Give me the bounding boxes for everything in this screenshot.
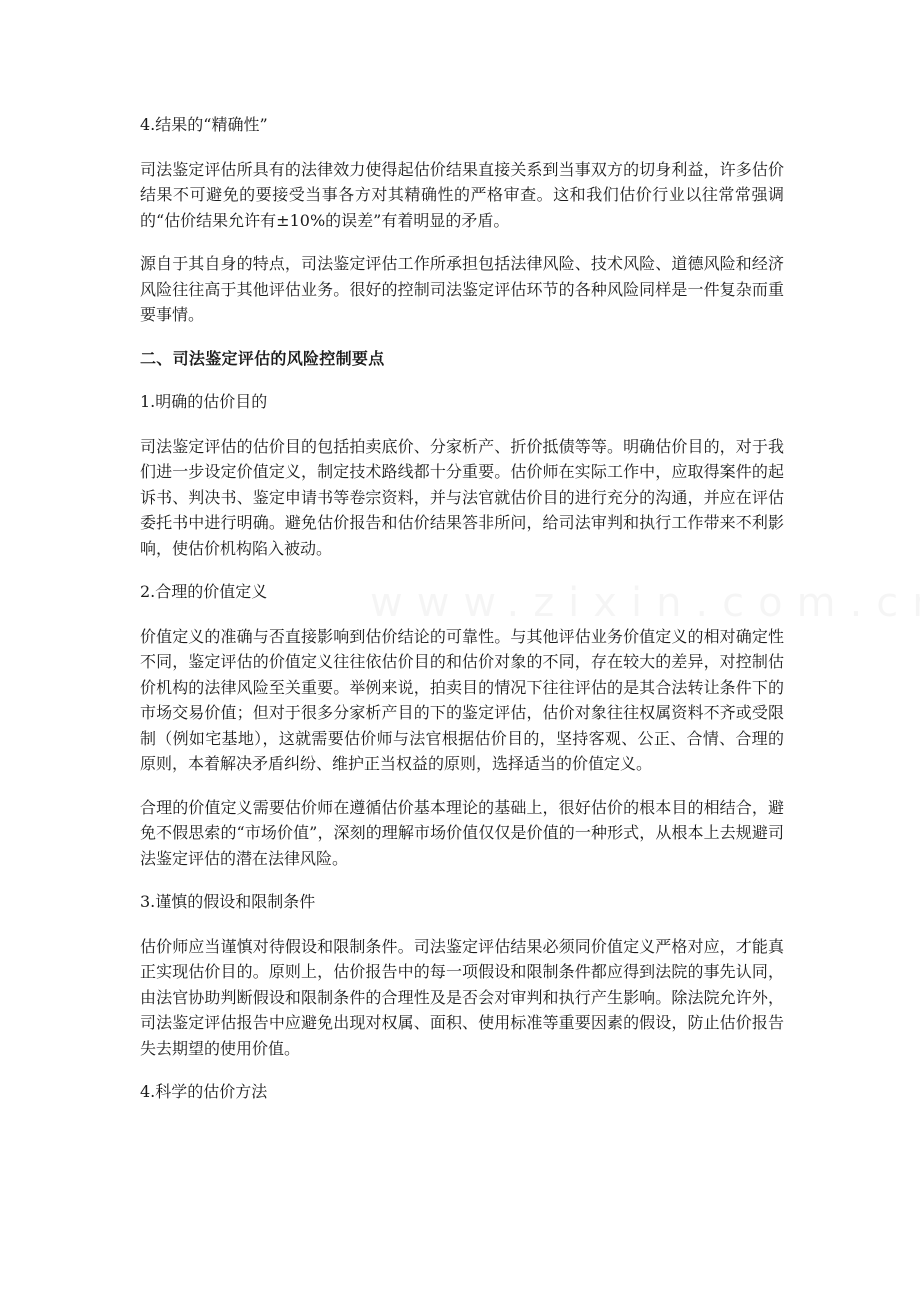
paragraph-precision: 司法鉴定评估所具有的法律效力使得起估价结果直接关系到当事双方的切身利益，许多估价结果不可避免的要接受当事各方对其精确性的严格审查。这和我们估价行业以往常常强调的“估价结果允许有±10%的误差”有着明显的矛盾。 <box>140 159 784 230</box>
subheading-methods: 4.科学的估价方法 <box>140 1082 268 1101</box>
paragraph-assumptions: 估价师应当谨慎对待假设和限制条件。司法鉴定评估结果必须同价值定义严格对应，才能真正实现估价目的。原则上，估价报告中的每一项假设和限制条件都应得到法院的事先认同，由法官协助判断假设和限制条件的合理性及是否会对审判和执行产生影响。除法院允许外，司法鉴定评估报告中应避免出现对权属、面积、使用标准等重要因素的假设，防止估价报告失去期望的使用价值。 <box>140 936 784 1058</box>
document-body <box>140 112 784 1124</box>
section-heading-risk-control: 二、司法鉴定评估的风险控制要点 <box>140 348 385 368</box>
paragraph-value-definition: 价值定义的准确与否直接影响到估价结论的可靠性。与其他评估业务价值定义的相对确定性不同，鉴定评估的价值定义往往依估价目的和估价对象的不同，存在较大的差异，对控制估价机构的法律风险至关重要。举例来说，拍卖目的情况下往往评估的是其合法转让条件下的市场交易价值；但对于很多分家析产目的下的鉴定评估，估价对象往往权属资料不齐或受限制（例如宅基地），这就需要估价师与法官根据估价目的，坚持客观、公正、合情、合理的原则，本着解决矛盾纠纷、维护正当权益的原则，选择适当的价值定义。 <box>140 626 784 773</box>
subheading-purpose: 1.明确的估价目的 <box>140 392 268 411</box>
paragraph-purpose: 司法鉴定评估的估价目的包括拍卖底价、分家析产、折价抵债等等。明确估价目的，对于我们进一步设定价值定义，制定技术路线都十分重要。估价师在实际工作中，应取得案件的起诉书、判决书、鉴定申请书等卷宗资料，并与法官就估价目的进行充分的沟通，并应在评估委托书中进行明确。避免估价报告和估价结果答非所问，给司法审判和执行工作带来不利影响，使估价机构陷入被动。 <box>140 436 784 558</box>
section-subheading-result-precision: 4.结果的“精确性” <box>140 115 268 134</box>
paragraph-value-definition-2: 合理的价值定义需要估价师在遵循估价基本理论的基础上，很好估价的根本目的相结合，避免不假思索的“市场价值”，深刻的理解市场价值仅仅是价值的一种形式，从根本上去规避司法鉴定评估的潜在法律风险。 <box>140 797 784 868</box>
subheading-value-definition: 2.合理的价值定义 <box>140 582 268 601</box>
subheading-assumptions: 3.谨慎的假设和限制条件 <box>140 892 316 911</box>
paragraph-risks: 源自于其自身的特点，司法鉴定评估工作所承担包括法律风险、技术风险、道德风险和经济风险往往高于其他评估业务。很好的控制司法鉴定评估环节的各种风险同样是一件复杂而重要事情。 <box>140 254 784 324</box>
